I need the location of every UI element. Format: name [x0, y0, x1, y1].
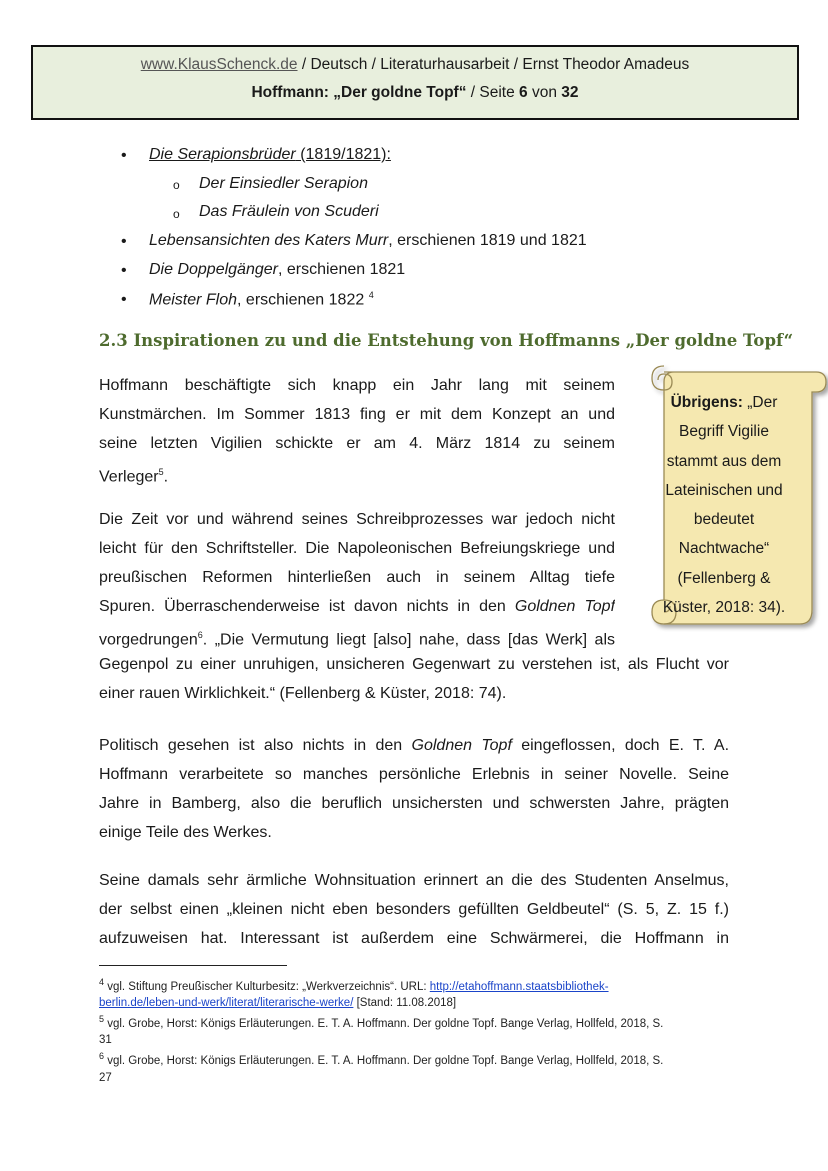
footnote-6: $^6$ vgl. Grobe, Horst: Königs Erläuterungen. E. T. A. Hoffmann. Der goldne Topf. Bange Verlag, Hollfeld, 2018, S. 27: [99, 1051, 664, 1084]
header-line-2: Hoffmann: „Der goldne Topf“ / Seite 6 von 32: [251, 84, 579, 101]
bullet: •: [121, 262, 127, 279]
footnote-4: $^4$ vgl. Stiftung Preußischer Kulturbesitz: „Werkverzeichnis“. URL: http://etahoffmann.staatsbibliothek- berlin.de/leben-und-werk/literat/literarische-werke/ [Stand: 11.08.2018]: [99, 977, 609, 1010]
section-heading: 2.3 Inspirationen zu und die Entstehung von Hoffmanns „Der goldne Topf“: [99, 331, 794, 350]
paragraph-1: Hoffmann beschäftigte sich knapp ein Jahr lang mit seinem Kunstmärchen. Im Sommer 1813 fing er mit dem Konzept an und seine letzten Vigilien schickte er am 4. März 1814 zu seinem Verleger$^5$.: [99, 377, 615, 486]
page-total: 32: [561, 84, 579, 101]
page-number: 6: [519, 84, 528, 101]
footnote-separator: [99, 965, 287, 966]
footnote-url-cont[interactable]: berlin.de/leben-und-werk/literat/literarische-werke/: [99, 997, 354, 1010]
header-title: Hoffmann: „Der goldne Topf“: [251, 84, 467, 101]
sub-list-item: Das Fräulein von Scuderi: [199, 203, 379, 220]
list-item: Meister Floh, erschienen 1822 $^4$: [149, 290, 374, 309]
note-label: Übrigens:: [670, 394, 743, 411]
footnote-ref[interactable]: 4: [368, 290, 374, 300]
site-link[interactable]: www.KlausSchenck.de: [140, 56, 298, 73]
bullet: •: [121, 147, 127, 164]
footnote-ref[interactable]: 6: [197, 630, 203, 640]
side-note-text: Übrigens: „Der Begriff Vigilie stammt aus dem Lateinischen und bedeutet Nachtwache“ (Fellenberg & Küster, 2018: 34).: [662, 394, 786, 617]
bullet: •: [121, 233, 127, 250]
sub-bullet: o: [173, 207, 180, 221]
paragraph-4: Seine damals sehr ärmliche Wohnsituation erinnert an die des Studenten Anselmus, der selbst einen „kleinen nicht eben besonders gefüllten Geldbeutel“ (S. 5, Z. 15 f.) aufzuweisen hat. Interessant ist außerdem eine Schwärmerei, die Hoffmann in: [99, 872, 729, 947]
footnote-ref[interactable]: 5: [158, 467, 164, 477]
list-item: Die Doppelgänger, erschienen 1821: [149, 261, 406, 278]
paragraph-3: Politisch gesehen ist also nichts in den Goldnen Topf eingeflossen, doch E. T. A. Hoffmann verarbeitete so manches persönliche Erlebnis in seiner Novelle. Seine Jahre in Bamberg, also die beruflich unsichersten und schwersten Jahre, prägten einige Teile des Werkes.: [99, 737, 729, 841]
list-item: Die Serapionsbrüder (1819/1821):: [149, 146, 391, 163]
paragraph-2-cont: Gegenpol zu einer unruhigen, unsicheren Gegenwart zu verstehen ist, als Flucht vor einer rauen Wirklichkeit.“ (Fellenberg & Küster, 2018: 74).: [99, 656, 729, 702]
header-path: / Deutsch / Literaturhausarbeit / Ernst Theodor Amadeus: [297, 56, 690, 73]
footnotes: [99, 974, 729, 1086]
sub-bullet: o: [173, 178, 180, 192]
footnote-url[interactable]: http://etahoffmann.staatsbibliothek-: [429, 980, 609, 993]
list-item: Lebensansichten des Katers Murr, erschienen 1819 und 1821: [149, 232, 587, 249]
sub-list-item: Der Einsiedler Serapion: [199, 175, 368, 192]
page-header: [31, 45, 799, 120]
bullet: •: [121, 291, 127, 308]
paragraph-2: Die Zeit vor und während seines Schreibprozesses war jedoch nicht leicht für den Schriftsteller. Die Napoleonischen Befreiungskriege und preußischen Reformen hinterließen auch in seinem Alltag tiefe Spuren. Überraschenderweise ist davon nichts in den Goldnen Topf vorgedrungen$^6$. „Die Vermutung liegt [also] nahe, dass [das Werk] als: [99, 511, 615, 649]
header-line-1: [33, 51, 797, 79]
footnote-5: $^5$ vgl. Grobe, Horst: Königs Erläuterungen. E. T. A. Hoffmann. Der goldne Topf. Bange Verlag, Hollfeld, 2018, S. 31: [99, 1014, 664, 1047]
